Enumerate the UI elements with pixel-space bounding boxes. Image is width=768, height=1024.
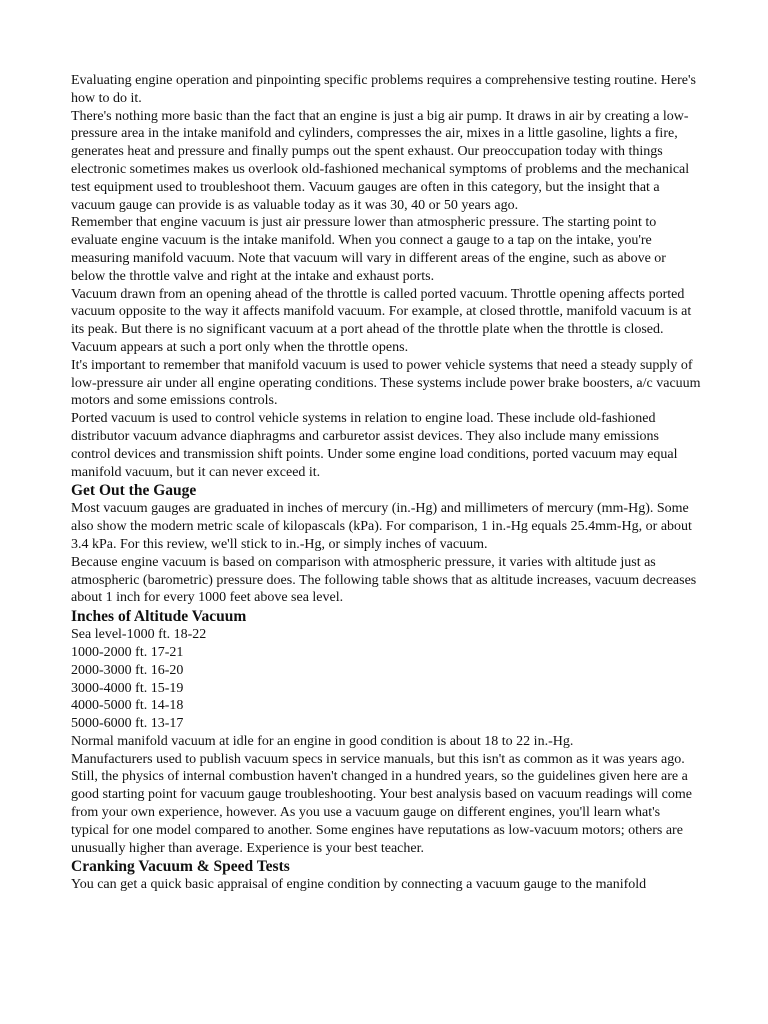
section-heading-cranking: Cranking Vacuum & Speed Tests xyxy=(71,858,290,876)
section-heading-altitude: Inches of Altitude Vacuum xyxy=(71,608,247,626)
altitude-row: 2000-3000 ft. 16-20 xyxy=(71,662,184,678)
body-paragraph: There's nothing more basic than the fact that an engine is just a big air pump. It draws in air by creating a low-pressure area in the intake manifold and cylinders, compresses the air, mixes in a little gasoline, lights a fire, generates heat and pressure and finally pumps out the spent exhaust. Our preoccupation today with things electronic sometimes makes us overlook old-fashioned mechanical symptoms of problems and the mechanical test equipment used to troubleshoot them. Vacuum gauges are often in this category, but the insight that a vacuum gauge can provide is as valuable today as it was 30, 40 or 50 years ago. xyxy=(71,108,690,213)
body-paragraph: Vacuum drawn from an opening ahead of the throttle is called ported vacuum. Throttle opening affects ported vacuum opposite to the way it affects manifold vacuum. For example, at closed throttle, manifold vacuum is at its peak. But there is no significant vacuum at a port ahead of the throttle plate when the throttle is closed. Vacuum appears at such a port only when the throttle opens. xyxy=(71,286,692,355)
body-paragraph: Manufacturers used to publish vacuum specs in service manuals, but this isn't as common as it was years ago. Still, the physics of internal combustion haven't changed in a hundred years, so the guidelines given here are a good starting point for vacuum gauge troubleshooting. Your best analysis based on vacuum readings will come from your own experience, however. As you use a vacuum gauge on different engines, you'll learn what's typical for one model compared to another. Some engines have reputations as low-vacuum motors; others are unusually higher than average. Experience is your best teacher. xyxy=(71,751,692,856)
altitude-vacuum-list xyxy=(71,626,701,733)
section-heading-gauge: Get Out the Gauge xyxy=(71,482,197,500)
altitude-row: 4000-5000 ft. 14-18 xyxy=(71,698,184,714)
document-page xyxy=(71,72,701,894)
intro-paragraph: Evaluating engine operation and pinpointing specific problems requires a comprehensive testing routine. Here's how to do it. xyxy=(71,73,696,106)
altitude-row: 3000-4000 ft. 15-19 xyxy=(71,680,184,696)
body-paragraph: You can get a quick basic appraisal of engine condition by connecting a vacuum gauge to the manifold xyxy=(71,877,647,893)
body-paragraph: Because engine vacuum is based on comparison with atmospheric pressure, it varies with altitude just as atmospheric (barometric) pressure does. The following table shows that as altitude increases, vacuum decreases about 1 inch for every 1000 feet above sea level. xyxy=(71,554,697,606)
body-paragraph: Normal manifold vacuum at idle for an engine in good condition is about 18 to 22 in.-Hg. xyxy=(71,733,574,749)
body-paragraph: Remember that engine vacuum is just air pressure lower than atmospheric pressure. The starting point to evaluate engine vacuum is the intake manifold. When you connect a gauge to a tap on the intake, you're measuring manifold vacuum. Note that vacuum will vary in different areas of the engine, such as above or below the throttle valve and right at the intake and exhaust ports. xyxy=(71,215,666,284)
body-paragraph: Ported vacuum is used to control vehicle systems in relation to engine load. These include old-fashioned distributor vacuum advance diaphragms and carburetor assist devices. They also include many emissions control devices and transmission shift points. Under some engine load conditions, ported vacuum may equal manifold vacuum, but it can never exceed it. xyxy=(71,411,678,480)
altitude-row: 5000-6000 ft. 13-17 xyxy=(71,716,184,732)
altitude-row: 1000-2000 ft. 17-21 xyxy=(71,644,184,660)
body-paragraph: It's important to remember that manifold vacuum is used to power vehicle systems that need a steady supply of low-pressure air under all engine operating conditions. These systems include power brake boosters, a/c vacuum motors and some emissions controls. xyxy=(71,357,701,409)
altitude-row: Sea level-1000 ft. 18-22 xyxy=(71,627,207,643)
body-paragraph: Most vacuum gauges are graduated in inches of mercury (in.-Hg) and millimeters of mercury (mm-Hg). Some also show the modern metric scale of kilopascals (kPa). For comparison, 1 in.-Hg equals 25.4mm-Hg, or about 3.4 kPa. For this review, we'll stick to in.-Hg, or simply inches of vacuum. xyxy=(71,501,692,552)
